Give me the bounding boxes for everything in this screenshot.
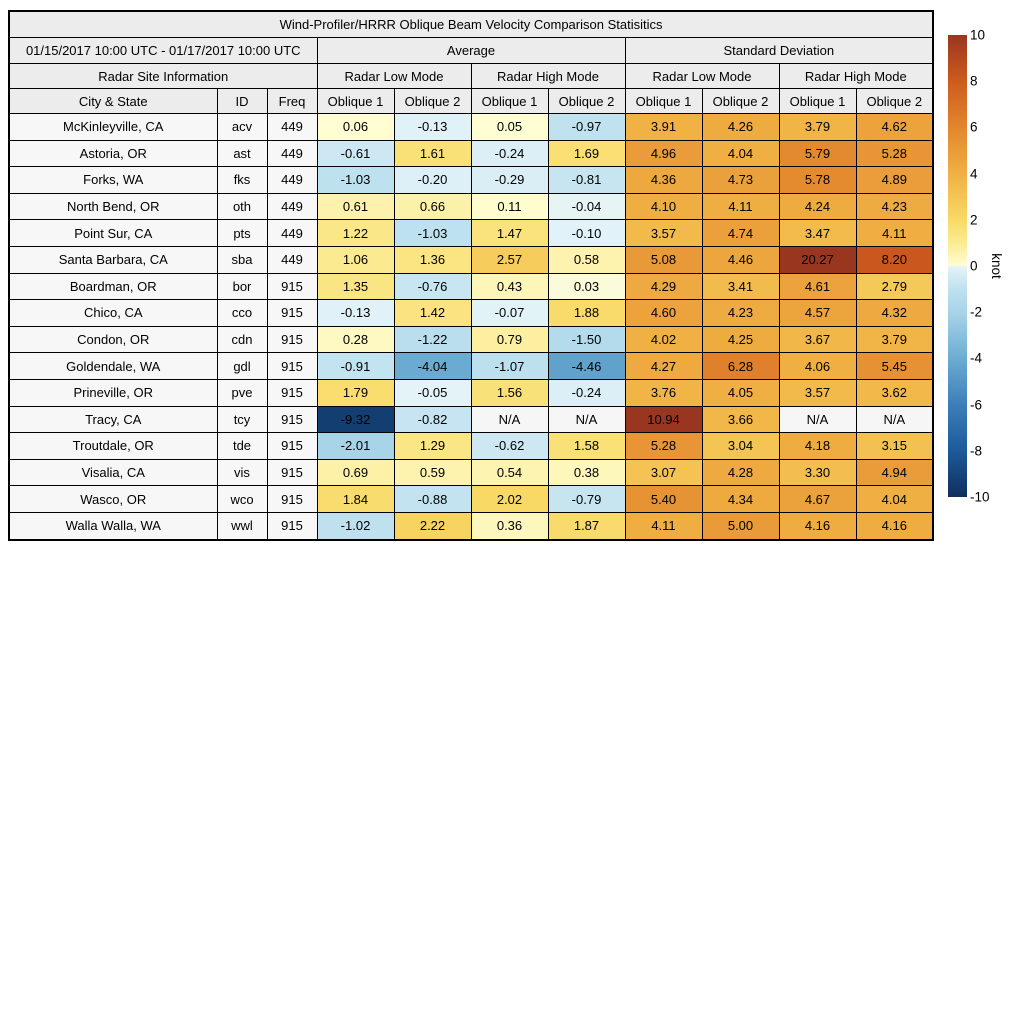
freq-cell: 915 <box>267 406 317 433</box>
value-cell: 3.67 <box>779 326 856 353</box>
colorbar-tick-label: -4 <box>970 350 983 366</box>
title-row <box>9 11 933 38</box>
value-cell: 4.28 <box>702 459 779 486</box>
value-cell: -0.81 <box>548 167 625 194</box>
value-cell: 4.61 <box>779 273 856 300</box>
freq-cell: 915 <box>267 353 317 380</box>
colorbar-tick-label: -10 <box>970 489 990 505</box>
value-cell: 5.78 <box>779 167 856 194</box>
id-cell: tcy <box>217 406 267 433</box>
value-cell: 4.32 <box>856 300 933 327</box>
colorbar-tick-label: 2 <box>970 212 978 228</box>
value-cell: 2.79 <box>856 273 933 300</box>
value-cell: 4.89 <box>856 167 933 194</box>
value-cell: 2.57 <box>471 246 548 273</box>
table-row <box>9 353 933 380</box>
value-cell: 0.54 <box>471 459 548 486</box>
value-cell: 5.08 <box>625 246 702 273</box>
date-range: 01/15/2017 10:00 UTC - 01/17/2017 10:00 UTC <box>9 38 317 64</box>
value-cell: 1.79 <box>317 379 394 406</box>
column-header-row <box>9 89 933 114</box>
value-cell: -0.62 <box>471 433 548 460</box>
avg-low-oblique2-header: Oblique 2 <box>394 89 471 114</box>
freq-header: Freq <box>267 89 317 114</box>
avg-high-oblique2-header: Oblique 2 <box>548 89 625 114</box>
value-cell: 4.60 <box>625 300 702 327</box>
value-cell: 1.35 <box>317 273 394 300</box>
value-cell: -0.91 <box>317 353 394 380</box>
colorbar-tick-label: -8 <box>970 443 983 459</box>
site-info-header: Radar Site Information <box>9 64 317 89</box>
id-cell: wwl <box>217 512 267 539</box>
value-cell: -0.24 <box>471 140 548 167</box>
freq-cell: 449 <box>267 114 317 141</box>
value-cell: 3.30 <box>779 459 856 486</box>
value-cell: 0.58 <box>548 246 625 273</box>
city-cell: Santa Barbara, CA <box>9 246 217 273</box>
city-cell: Forks, WA <box>9 167 217 194</box>
value-cell: 3.41 <box>702 273 779 300</box>
value-cell: 3.04 <box>702 433 779 460</box>
value-cell: -4.46 <box>548 353 625 380</box>
value-cell: -0.20 <box>394 167 471 194</box>
value-cell: -1.03 <box>317 167 394 194</box>
value-cell: 5.79 <box>779 140 856 167</box>
value-cell: 6.28 <box>702 353 779 380</box>
freq-cell: 449 <box>267 220 317 247</box>
id-cell: cdn <box>217 326 267 353</box>
freq-cell: 449 <box>267 246 317 273</box>
value-cell: 1.61 <box>394 140 471 167</box>
value-cell: -0.07 <box>471 300 548 327</box>
colorbar-tick-label: -2 <box>970 304 983 320</box>
value-cell: 1.22 <box>317 220 394 247</box>
value-cell: -0.05 <box>394 379 471 406</box>
table-row <box>9 114 933 141</box>
table-row <box>9 140 933 167</box>
value-cell: -0.29 <box>471 167 548 194</box>
value-cell: -0.61 <box>317 140 394 167</box>
colorbar-unit-label: knot <box>989 253 1004 279</box>
value-cell: 4.57 <box>779 300 856 327</box>
city-cell: Astoria, OR <box>9 140 217 167</box>
value-cell: 2.22 <box>394 512 471 539</box>
value-cell: 1.88 <box>548 300 625 327</box>
freq-cell: 915 <box>267 512 317 539</box>
value-cell: -1.50 <box>548 326 625 353</box>
value-cell: 4.23 <box>856 193 933 220</box>
value-cell: -0.13 <box>317 300 394 327</box>
value-cell: 0.05 <box>471 114 548 141</box>
value-cell: 4.62 <box>856 114 933 141</box>
freq-cell: 915 <box>267 326 317 353</box>
value-cell: 3.79 <box>856 326 933 353</box>
id-cell: wco <box>217 486 267 513</box>
value-cell: 4.27 <box>625 353 702 380</box>
group-stddev-header: Standard Deviation <box>625 38 933 64</box>
table-row <box>9 379 933 406</box>
city-cell: Troutdale, OR <box>9 433 217 460</box>
value-cell: 5.00 <box>702 512 779 539</box>
id-cell: oth <box>217 193 267 220</box>
table-row <box>9 193 933 220</box>
table-title: Wind-Profiler/HRRR Oblique Beam Velocity Comparison Statisitics <box>9 11 933 38</box>
colorbar-tick-label: 6 <box>970 119 978 135</box>
value-cell: 1.84 <box>317 486 394 513</box>
value-cell: 4.04 <box>856 486 933 513</box>
colorbar-gradient <box>948 35 967 497</box>
value-cell: 4.04 <box>702 140 779 167</box>
mode-header-row <box>9 64 933 89</box>
value-cell: 3.79 <box>779 114 856 141</box>
colorbar-tick-label: 8 <box>970 73 978 89</box>
value-cell: 4.16 <box>856 512 933 539</box>
sd-low-oblique2-header: Oblique 2 <box>702 89 779 114</box>
value-cell: 4.23 <box>702 300 779 327</box>
value-cell: 8.20 <box>856 246 933 273</box>
id-cell: acv <box>217 114 267 141</box>
freq-cell: 915 <box>267 273 317 300</box>
value-cell: 3.15 <box>856 433 933 460</box>
value-cell: 0.43 <box>471 273 548 300</box>
value-cell: 4.74 <box>702 220 779 247</box>
freq-cell: 915 <box>267 433 317 460</box>
city-cell: Point Sur, CA <box>9 220 217 247</box>
value-cell: -0.97 <box>548 114 625 141</box>
value-cell: 5.40 <box>625 486 702 513</box>
sd-low-mode-header: Radar Low Mode <box>625 64 779 89</box>
table-row <box>9 300 933 327</box>
value-cell-na: N/A <box>548 406 625 433</box>
freq-cell: 449 <box>267 193 317 220</box>
value-cell: 10.94 <box>625 406 702 433</box>
city-cell: Condon, OR <box>9 326 217 353</box>
value-cell: -0.10 <box>548 220 625 247</box>
value-cell: -0.82 <box>394 406 471 433</box>
table-row <box>9 433 933 460</box>
value-cell: -0.24 <box>548 379 625 406</box>
value-cell: -0.79 <box>548 486 625 513</box>
value-cell: 0.28 <box>317 326 394 353</box>
colorbar-tick-label: 0 <box>970 258 978 274</box>
value-cell: 3.57 <box>625 220 702 247</box>
table-row <box>9 326 933 353</box>
sd-low-oblique1-header: Oblique 1 <box>625 89 702 114</box>
value-cell: 4.11 <box>702 193 779 220</box>
id-cell: ast <box>217 140 267 167</box>
value-cell: 1.87 <box>548 512 625 539</box>
table-body <box>9 114 933 540</box>
value-cell: 4.11 <box>625 512 702 539</box>
value-cell: -2.01 <box>317 433 394 460</box>
value-cell: -0.04 <box>548 193 625 220</box>
freq-cell: 915 <box>267 486 317 513</box>
city-cell: Wasco, OR <box>9 486 217 513</box>
table-row <box>9 512 933 539</box>
freq-cell: 915 <box>267 300 317 327</box>
value-cell: 4.36 <box>625 167 702 194</box>
value-cell: 4.26 <box>702 114 779 141</box>
freq-cell: 449 <box>267 140 317 167</box>
value-cell: 1.56 <box>471 379 548 406</box>
value-cell: 0.38 <box>548 459 625 486</box>
id-cell: pts <box>217 220 267 247</box>
table-row <box>9 273 933 300</box>
freq-cell: 915 <box>267 459 317 486</box>
value-cell: -1.07 <box>471 353 548 380</box>
value-cell: 4.06 <box>779 353 856 380</box>
value-cell: 3.66 <box>702 406 779 433</box>
value-cell: -1.03 <box>394 220 471 247</box>
value-cell: 1.06 <box>317 246 394 273</box>
table-row <box>9 220 933 247</box>
value-cell: 5.28 <box>625 433 702 460</box>
sd-high-oblique2-header: Oblique 2 <box>856 89 933 114</box>
value-cell-na: N/A <box>471 406 548 433</box>
value-cell: 4.11 <box>856 220 933 247</box>
table-row <box>9 459 933 486</box>
colorbar-tick-label: 10 <box>970 27 986 43</box>
group-header-row <box>9 38 933 64</box>
value-cell: 4.25 <box>702 326 779 353</box>
value-cell: 3.91 <box>625 114 702 141</box>
id-cell: bor <box>217 273 267 300</box>
value-cell: 4.24 <box>779 193 856 220</box>
freq-cell: 449 <box>267 167 317 194</box>
value-cell: 4.46 <box>702 246 779 273</box>
value-cell: 5.28 <box>856 140 933 167</box>
value-cell: -0.13 <box>394 114 471 141</box>
city-cell: Walla Walla, WA <box>9 512 217 539</box>
value-cell: 0.11 <box>471 193 548 220</box>
value-cell: -1.22 <box>394 326 471 353</box>
colorbar-tick-label: -6 <box>970 396 983 412</box>
id-cell: vis <box>217 459 267 486</box>
city-cell: Chico, CA <box>9 300 217 327</box>
value-cell: -1.02 <box>317 512 394 539</box>
stats-table <box>8 10 934 541</box>
value-cell: 4.18 <box>779 433 856 460</box>
id-header: ID <box>217 89 267 114</box>
value-cell: 4.05 <box>702 379 779 406</box>
table-row <box>9 246 933 273</box>
value-cell: 4.10 <box>625 193 702 220</box>
value-cell-na: N/A <box>856 406 933 433</box>
value-cell: -0.76 <box>394 273 471 300</box>
city-cell: North Bend, OR <box>9 193 217 220</box>
avg-low-oblique1-header: Oblique 1 <box>317 89 394 114</box>
city-cell: Visalia, CA <box>9 459 217 486</box>
value-cell: 0.79 <box>471 326 548 353</box>
table-row <box>9 406 933 433</box>
value-cell: 0.36 <box>471 512 548 539</box>
value-cell: 1.69 <box>548 140 625 167</box>
id-cell: cco <box>217 300 267 327</box>
value-cell: 3.47 <box>779 220 856 247</box>
id-cell: pve <box>217 379 267 406</box>
id-cell: fks <box>217 167 267 194</box>
value-cell: 3.07 <box>625 459 702 486</box>
value-cell: -9.32 <box>317 406 394 433</box>
value-cell: 0.59 <box>394 459 471 486</box>
avg-high-oblique1-header: Oblique 1 <box>471 89 548 114</box>
value-cell: 4.73 <box>702 167 779 194</box>
avg-low-mode-header: Radar Low Mode <box>317 64 471 89</box>
value-cell: 3.57 <box>779 379 856 406</box>
value-cell: 3.62 <box>856 379 933 406</box>
value-cell: 0.69 <box>317 459 394 486</box>
city-state-header: City & State <box>9 89 217 114</box>
value-cell: 1.29 <box>394 433 471 460</box>
value-cell: -0.88 <box>394 486 471 513</box>
city-cell: McKinleyville, CA <box>9 114 217 141</box>
id-cell: sba <box>217 246 267 273</box>
value-cell: 3.76 <box>625 379 702 406</box>
value-cell: 4.16 <box>779 512 856 539</box>
value-cell: 4.02 <box>625 326 702 353</box>
value-cell: 5.45 <box>856 353 933 380</box>
sd-high-oblique1-header: Oblique 1 <box>779 89 856 114</box>
value-cell: 0.06 <box>317 114 394 141</box>
value-cell: 0.03 <box>548 273 625 300</box>
colorbar-tick-label: 4 <box>970 165 978 181</box>
value-cell: 4.29 <box>625 273 702 300</box>
value-cell: 1.47 <box>471 220 548 247</box>
sd-high-mode-header: Radar High Mode <box>779 64 933 89</box>
value-cell: 2.02 <box>471 486 548 513</box>
value-cell: -4.04 <box>394 353 471 380</box>
value-cell: 4.67 <box>779 486 856 513</box>
value-cell: 20.27 <box>779 246 856 273</box>
id-cell: gdl <box>217 353 267 380</box>
value-cell: 4.94 <box>856 459 933 486</box>
city-cell: Boardman, OR <box>9 273 217 300</box>
freq-cell: 915 <box>267 379 317 406</box>
city-cell: Tracy, CA <box>9 406 217 433</box>
value-cell: 0.66 <box>394 193 471 220</box>
group-average-header: Average <box>317 38 625 64</box>
table-row <box>9 486 933 513</box>
avg-high-mode-header: Radar High Mode <box>471 64 625 89</box>
id-cell: tde <box>217 433 267 460</box>
value-cell: 1.58 <box>548 433 625 460</box>
city-cell: Goldendale, WA <box>9 353 217 380</box>
value-cell-na: N/A <box>779 406 856 433</box>
value-cell: 4.96 <box>625 140 702 167</box>
value-cell: 4.34 <box>702 486 779 513</box>
value-cell: 0.61 <box>317 193 394 220</box>
city-cell: Prineville, OR <box>9 379 217 406</box>
table-row <box>9 167 933 194</box>
value-cell: 1.36 <box>394 246 471 273</box>
value-cell: 1.42 <box>394 300 471 327</box>
